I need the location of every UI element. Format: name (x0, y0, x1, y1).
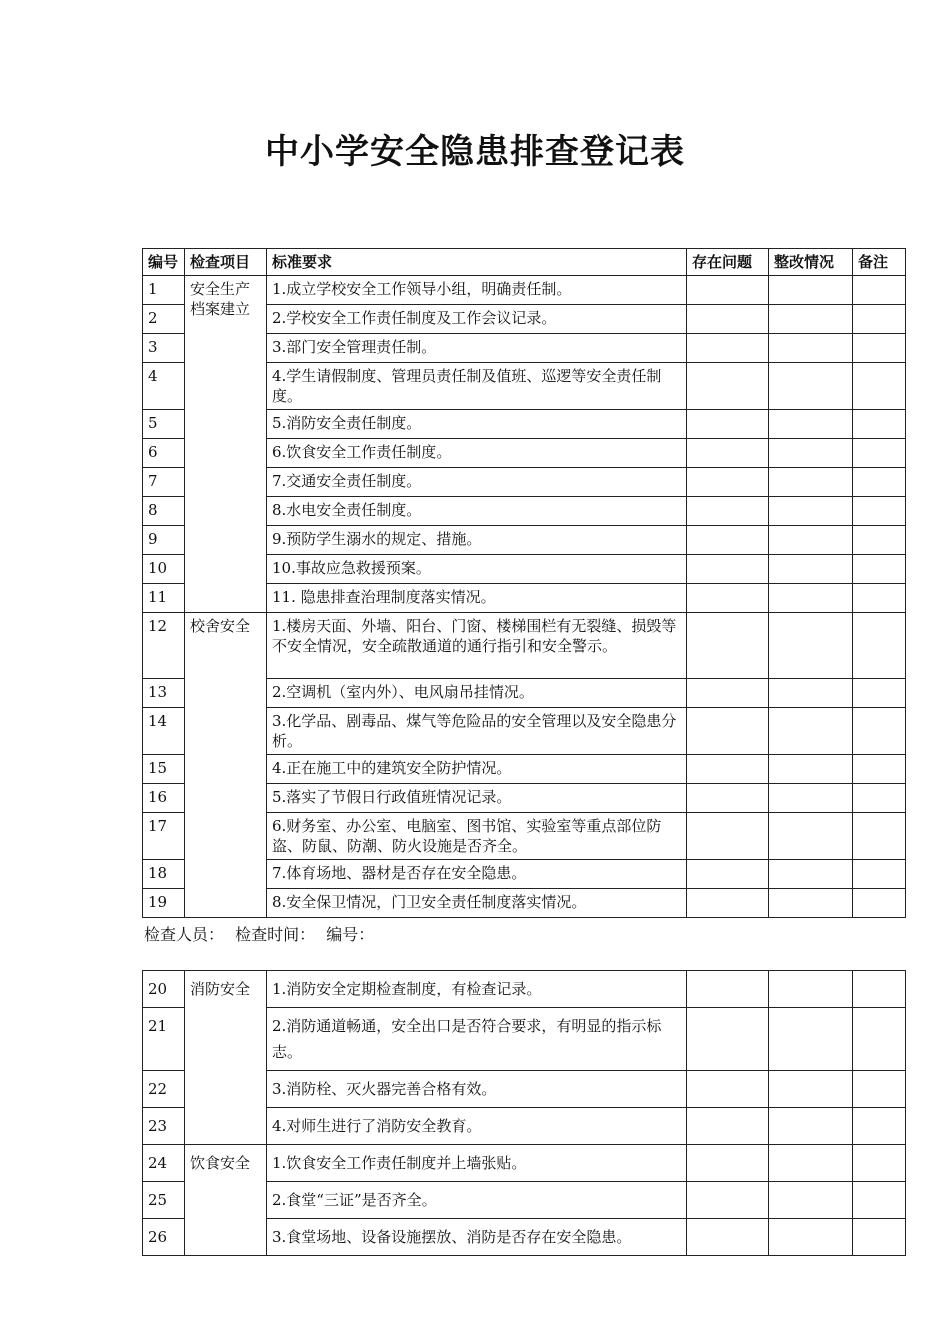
row-number: 13 (143, 679, 185, 708)
row-number: 20 (143, 971, 185, 1008)
row-number: 16 (143, 784, 185, 813)
remark-cell[interactable] (853, 755, 906, 784)
rectify-cell[interactable] (769, 708, 853, 755)
row-number: 7 (143, 468, 185, 497)
row-number: 5 (143, 410, 185, 439)
rectify-cell[interactable] (769, 497, 853, 526)
table-row (143, 613, 906, 679)
row-number: 22 (143, 1071, 185, 1108)
table-header-row (143, 249, 906, 276)
row-number: 9 (143, 526, 185, 555)
rectify-cell[interactable] (769, 679, 853, 708)
rectify-cell[interactable] (769, 613, 853, 679)
standard-requirement: 3.食堂场地、设备设施摆放、消防是否存在安全隐患。 (267, 1219, 687, 1256)
row-number: 1 (143, 276, 185, 305)
remark-cell[interactable] (853, 584, 906, 613)
table-1-body (143, 276, 906, 918)
header-rectify: 整改情况 (769, 249, 853, 276)
table-row (143, 276, 906, 305)
remark-cell[interactable] (853, 1182, 906, 1219)
standard-requirement: 2.消防通道畅通，安全出口是否符合要求，有明显的指示标志。 (267, 1008, 687, 1071)
standard-requirement: 6.饮食安全工作责任制度。 (267, 439, 687, 468)
standard-requirement: 10.事故应急救援预案。 (267, 555, 687, 584)
standard-requirement: 6.财务室、办公室、电脑室、图书馆、实验室等重点部位防盗、防鼠、防潮、防火设施是否齐全。 (267, 813, 687, 860)
problem-cell[interactable] (687, 708, 769, 755)
category-cell: 安全生产档案建立 (185, 276, 267, 613)
remark-cell[interactable] (853, 1219, 906, 1256)
inspection-table-2 (142, 970, 906, 1256)
header-no: 编号 (143, 249, 185, 276)
problem-cell[interactable] (687, 439, 769, 468)
problem-cell[interactable] (687, 1008, 769, 1071)
standard-requirement: 1.消防安全定期检查制度，有检查记录。 (267, 971, 687, 1008)
problem-cell[interactable] (687, 1071, 769, 1108)
remark-cell[interactable] (853, 1145, 906, 1182)
remark-cell[interactable] (853, 971, 906, 1008)
standard-requirement: 8.水电安全责任制度。 (267, 497, 687, 526)
row-number: 15 (143, 755, 185, 784)
inspection-footer (144, 922, 380, 945)
problem-cell[interactable] (687, 613, 769, 679)
number-label: 编号： (326, 925, 375, 944)
row-number: 24 (143, 1145, 185, 1182)
row-number: 17 (143, 813, 185, 860)
row-number: 26 (143, 1219, 185, 1256)
problem-cell[interactable] (687, 410, 769, 439)
remark-cell[interactable] (853, 334, 906, 363)
remark-cell[interactable] (853, 363, 906, 410)
remark-cell[interactable] (853, 468, 906, 497)
remark-cell[interactable] (853, 784, 906, 813)
standard-requirement: 5.落实了节假日行政值班情况记录。 (267, 784, 687, 813)
problem-cell[interactable] (687, 813, 769, 860)
remark-cell[interactable] (853, 1008, 906, 1071)
table-2-body (143, 971, 906, 1256)
standard-requirement: 11. 隐患排查治理制度落实情况。 (267, 584, 687, 613)
row-number: 23 (143, 1108, 185, 1145)
standard-requirement: 2.学校安全工作责任制度及工作会议记录。 (267, 305, 687, 334)
rectify-cell[interactable] (769, 1071, 853, 1108)
remark-cell[interactable] (853, 410, 906, 439)
standard-requirement: 4.学生请假制度、管理员责任制及值班、巡逻等安全责任制度。 (267, 363, 687, 410)
category-cell: 消防安全 (185, 971, 267, 1145)
rectify-cell[interactable] (769, 813, 853, 860)
rectify-cell[interactable] (769, 584, 853, 613)
remark-cell[interactable] (853, 555, 906, 584)
problem-cell[interactable] (687, 1219, 769, 1256)
standard-requirement: 4.对师生进行了消防安全教育。 (267, 1108, 687, 1145)
standard-requirement: 5.消防安全责任制度。 (267, 410, 687, 439)
category-cell: 饮食安全 (185, 1145, 267, 1256)
remark-cell[interactable] (853, 889, 906, 918)
row-number: 18 (143, 860, 185, 889)
rectify-cell[interactable] (769, 784, 853, 813)
row-number: 21 (143, 1008, 185, 1071)
rectify-cell[interactable] (769, 1008, 853, 1071)
remark-cell[interactable] (853, 813, 906, 860)
problem-cell[interactable] (687, 334, 769, 363)
rectify-cell[interactable] (769, 1182, 853, 1219)
rectify-cell[interactable] (769, 305, 853, 334)
rectify-cell[interactable] (769, 860, 853, 889)
row-number: 14 (143, 708, 185, 755)
rectify-cell[interactable] (769, 1219, 853, 1256)
problem-cell[interactable] (687, 526, 769, 555)
problem-cell[interactable] (687, 889, 769, 918)
problem-cell[interactable] (687, 679, 769, 708)
problem-cell[interactable] (687, 784, 769, 813)
rectify-cell[interactable] (769, 971, 853, 1008)
rectify-cell[interactable] (769, 468, 853, 497)
problem-cell[interactable] (687, 860, 769, 889)
problem-cell[interactable] (687, 305, 769, 334)
header-problem: 存在问题 (687, 249, 769, 276)
standard-requirement: 3.化学品、剧毒品、煤气等危险品的安全管理以及安全隐患分析。 (267, 708, 687, 755)
remark-cell[interactable] (853, 305, 906, 334)
standard-requirement: 9.预防学生溺水的规定、措施。 (267, 526, 687, 555)
inspection-table-1 (142, 248, 906, 918)
rectify-cell[interactable] (769, 276, 853, 305)
rectify-cell[interactable] (769, 439, 853, 468)
row-number: 12 (143, 613, 185, 679)
standard-requirement: 1.楼房天面、外墙、阳台、门窗、楼梯围栏有无裂缝、损毁等不安全情况，安全疏散通道的通行指引和安全警示。 (267, 613, 687, 679)
problem-cell[interactable] (687, 468, 769, 497)
standard-requirement: 8.安全保卫情况，门卫安全责任制度落实情况。 (267, 889, 687, 918)
rectify-cell[interactable] (769, 1145, 853, 1182)
category-cell: 校舍安全 (185, 613, 267, 918)
standard-requirement: 3.消防栓、灭火器完善合格有效。 (267, 1071, 687, 1108)
page-title: 中小学安全隐患排查登记表 (265, 132, 685, 172)
rectify-cell[interactable] (769, 1108, 853, 1145)
rectify-cell[interactable] (769, 889, 853, 918)
rectify-cell[interactable] (769, 555, 853, 584)
row-number: 8 (143, 497, 185, 526)
remark-cell[interactable] (853, 860, 906, 889)
remark-cell[interactable] (853, 613, 906, 679)
row-number: 4 (143, 363, 185, 410)
rectify-cell[interactable] (769, 334, 853, 363)
problem-cell[interactable] (687, 755, 769, 784)
remark-cell[interactable] (853, 708, 906, 755)
problem-cell[interactable] (687, 584, 769, 613)
problem-cell[interactable] (687, 363, 769, 410)
row-number: 19 (143, 889, 185, 918)
standard-requirement: 7.交通安全责任制度。 (267, 468, 687, 497)
problem-cell[interactable] (687, 1145, 769, 1182)
standard-requirement: 7.体育场地、器材是否存在安全隐患。 (267, 860, 687, 889)
row-number: 11 (143, 584, 185, 613)
problem-cell[interactable] (687, 1182, 769, 1219)
rectify-cell[interactable] (769, 410, 853, 439)
problem-cell[interactable] (687, 1108, 769, 1145)
rectify-cell[interactable] (769, 363, 853, 410)
inspector-label: 检查人员： (144, 925, 225, 944)
table-row (143, 1145, 906, 1182)
row-number: 25 (143, 1182, 185, 1219)
remark-cell[interactable] (853, 497, 906, 526)
standard-requirement: 2.食堂“三证”是否齐全。 (267, 1182, 687, 1219)
remark-cell[interactable] (853, 1071, 906, 1108)
remark-cell[interactable] (853, 679, 906, 708)
row-number: 2 (143, 305, 185, 334)
row-number: 10 (143, 555, 185, 584)
remark-cell[interactable] (853, 439, 906, 468)
remark-cell[interactable] (853, 276, 906, 305)
header-remark: 备注 (853, 249, 906, 276)
header-standard: 标准要求 (267, 249, 687, 276)
inspection-time-label: 检查时间： (235, 925, 316, 944)
problem-cell[interactable] (687, 276, 769, 305)
rectify-cell[interactable] (769, 526, 853, 555)
row-number: 6 (143, 439, 185, 468)
problem-cell[interactable] (687, 971, 769, 1008)
row-number: 3 (143, 334, 185, 363)
standard-requirement: 2.空调机（室内外）、电风扇吊挂情况。 (267, 679, 687, 708)
rectify-cell[interactable] (769, 755, 853, 784)
problem-cell[interactable] (687, 497, 769, 526)
remark-cell[interactable] (853, 1108, 906, 1145)
standard-requirement: 3.部门安全管理责任制。 (267, 334, 687, 363)
problem-cell[interactable] (687, 555, 769, 584)
header-item: 检查项目 (185, 249, 267, 276)
remark-cell[interactable] (853, 526, 906, 555)
standard-requirement: 1.成立学校安全工作领导小组，明确责任制。 (267, 276, 687, 305)
table-row (143, 971, 906, 1008)
standard-requirement: 1.饮食安全工作责任制度并上墙张贴。 (267, 1145, 687, 1182)
standard-requirement: 4.正在施工中的建筑安全防护情况。 (267, 755, 687, 784)
